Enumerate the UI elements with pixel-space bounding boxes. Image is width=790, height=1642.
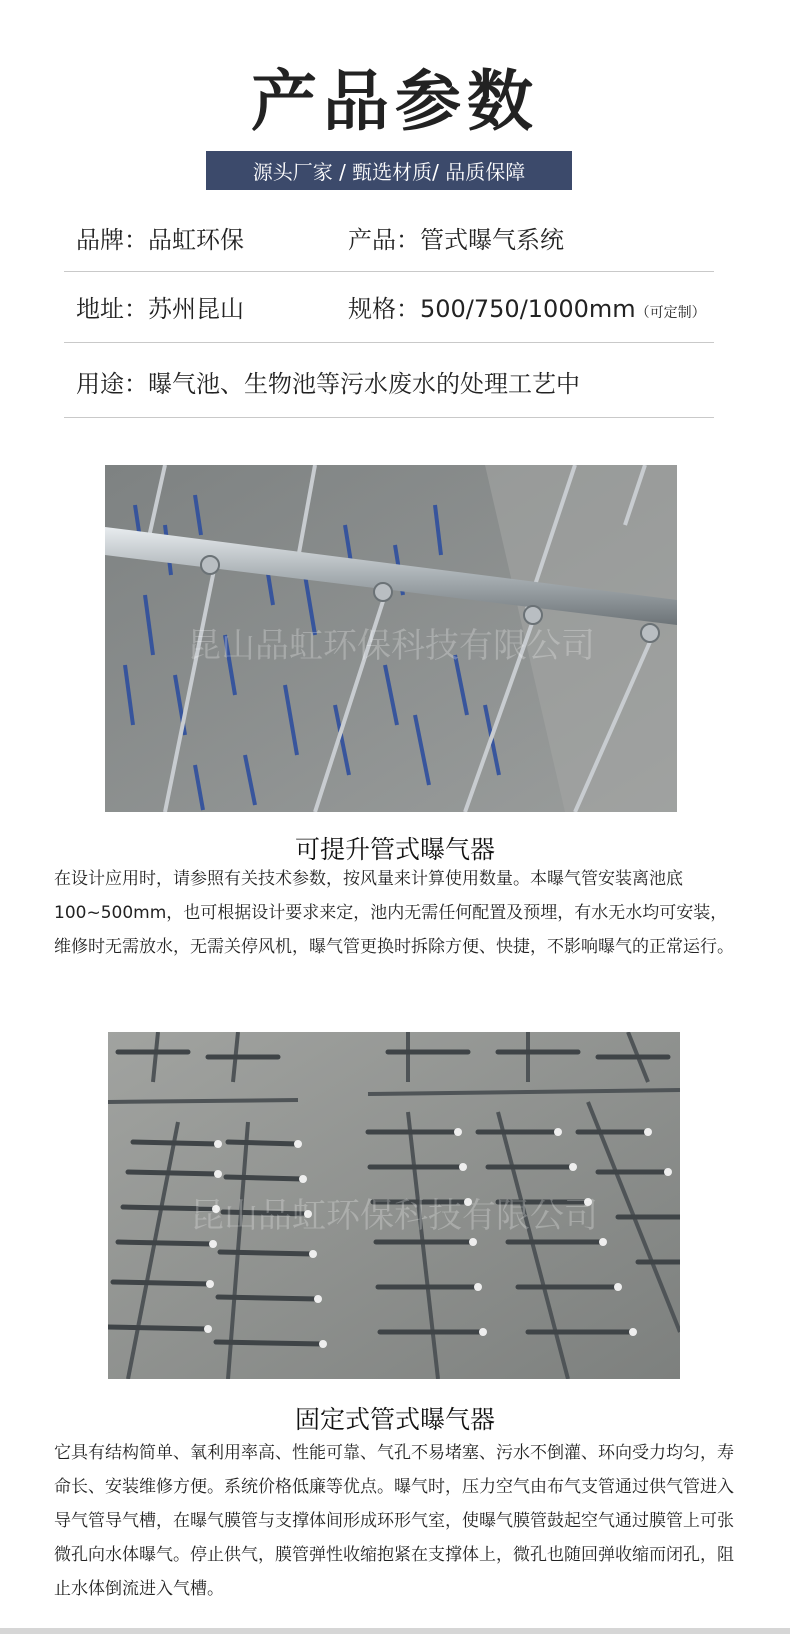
liftable-diffuser-photo bbox=[105, 465, 677, 812]
product-label: 产品：管式曝气系统 bbox=[348, 226, 564, 254]
spec-row-1 bbox=[64, 203, 714, 277]
size-label bbox=[348, 272, 706, 350]
divider bbox=[64, 342, 714, 343]
watermark-2: 昆山品虹环保科技有限公司 bbox=[190, 1196, 598, 1236]
page-title: 产品参数 bbox=[251, 63, 539, 140]
divider bbox=[64, 417, 714, 418]
usage-label: 用途：曝气池、生物池等污水废水的处理工艺中 bbox=[76, 370, 580, 398]
fixed-diffuser-photo bbox=[108, 1032, 680, 1379]
fixed-diffuser-illustration bbox=[108, 1032, 680, 1379]
section1-text: 在设计应用时，请参照有关技术参数，按风量来计算使用数量。本曝气管安装离池底100~500mm，也可根据设计要求来定，池内无需任何配置及预埋，有水无水均可安装，维修时无需放水，无需关停风机，曝气管更换时拆除方便、快捷，不影响曝气的正常运行。 bbox=[54, 869, 734, 957]
spec-row-2 bbox=[64, 272, 714, 346]
size-note: （可定制） bbox=[635, 305, 706, 321]
watermark-1: 昆山品虹环保科技有限公司 bbox=[187, 626, 595, 666]
spec-row-3 bbox=[64, 347, 714, 421]
brand-label: 品牌：品虹环保 bbox=[76, 226, 244, 254]
slogan-banner: 源头厂家 / 甄选材质/ 品质保障 bbox=[206, 151, 572, 190]
address-label: 地址：苏州昆山 bbox=[76, 295, 244, 323]
footer-divider bbox=[0, 1628, 790, 1634]
section1-title: 可提升管式曝气器 bbox=[294, 835, 495, 864]
liftable-diffuser-illustration bbox=[105, 465, 677, 812]
section2-text: 它具有结构简单、氧利用率高、性能可靠、气孔不易堵塞、污水不倒灌、环向受力均匀，寿命长、安装维修方便。系统价格低廉等优点。曝气时，压力空气由布气支管通过供气管进入导气管导气槽，在曝气膜管与支撑体间形成环形气室，使曝气膜管鼓起空气通过膜管上可张微孔向水体曝气。停止供气，膜管弹性收缩抱紧在支撑体上，微孔也随回弹收缩而闭孔，阻止水体倒流进入气槽。 bbox=[54, 1443, 734, 1599]
size-value: 规格：500/750/1000mm bbox=[348, 295, 636, 323]
section2-title: 固定式管式曝气器 bbox=[294, 1405, 495, 1434]
